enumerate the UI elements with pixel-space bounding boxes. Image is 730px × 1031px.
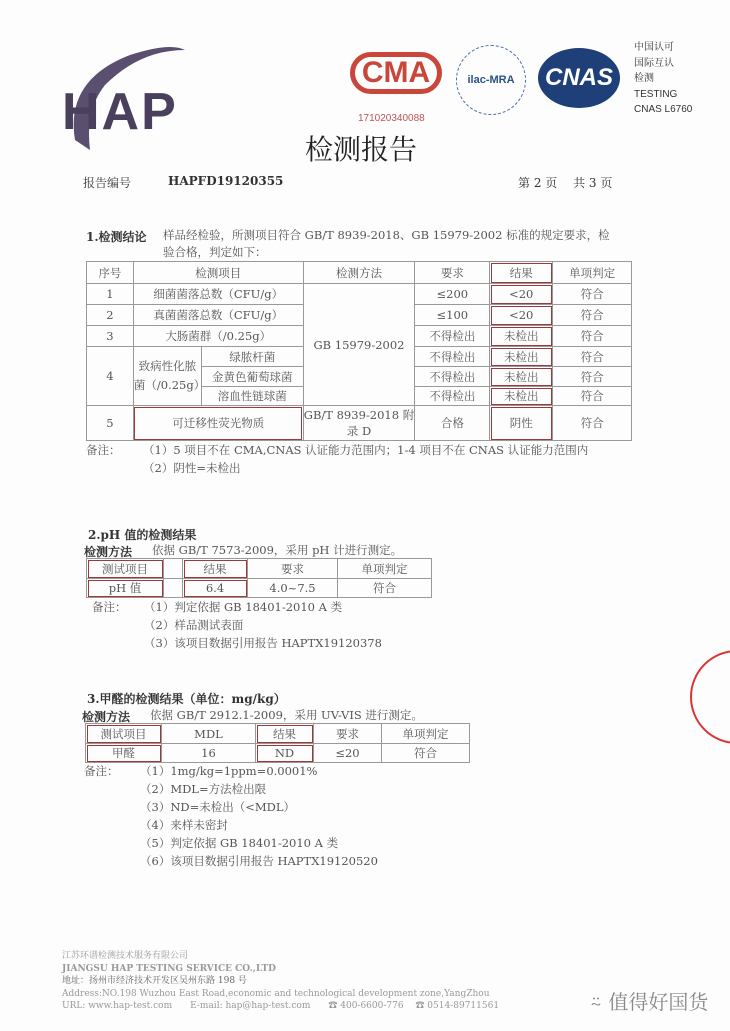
cell: 不得检出 — [415, 387, 490, 406]
footer-company-cn: 江苏环谱检测技术服务有限公司 — [62, 951, 189, 961]
report-title: 检测报告 — [305, 133, 418, 166]
cert-number: 171020340088 — [358, 113, 425, 124]
footer-address-cn: 地址：扬州市经济技术开发区吴州东路 198 号 — [62, 976, 247, 986]
cell: 不得检出 — [415, 347, 490, 367]
table-header-row — [87, 559, 432, 579]
cell: GB/T 8939-2018 附录 D — [303, 406, 415, 441]
col-header: 测试项目 — [87, 559, 164, 579]
section3-heading: 3.甲醛的检测结果（单位：mg/kg） — [87, 692, 286, 706]
cell: <20 — [490, 305, 553, 326]
cell: 4 — [87, 347, 134, 406]
table-header-row — [87, 262, 632, 284]
cell: 2 — [87, 305, 134, 326]
note: （6）该项目数据引用报告 HAPTX19120520 — [140, 854, 378, 868]
cell: 细菌菌落总数（CFU/g） — [133, 284, 303, 305]
note: （5）判定依据 GB 18401-2010 A 类 — [140, 836, 339, 850]
cell: 未检出 — [490, 387, 553, 406]
col-header: 要求 — [248, 559, 338, 579]
watermark — [590, 986, 708, 1015]
cell: 符合 — [553, 326, 632, 347]
note: （1）1mg/kg=1ppm=0.0001% — [140, 764, 318, 778]
empty-cell — [164, 579, 183, 598]
cnas-accreditation — [634, 40, 692, 118]
red-stamp-icon — [690, 650, 730, 744]
note: （1）判定依据 GB 18401-2010 A 类 — [144, 600, 343, 614]
hap-logo: HAP — [62, 83, 178, 141]
notes-label: 备注： — [84, 764, 119, 778]
conclusion-table — [86, 261, 632, 441]
cell: 符合 — [553, 367, 632, 387]
cell: 绿脓杆菌 — [201, 347, 303, 367]
col-header: 要求 — [314, 724, 382, 744]
cell: GB 15979-2002 — [303, 284, 415, 406]
cell: 符合 — [553, 305, 632, 326]
cell: 符合 — [553, 387, 632, 406]
note: （2）MDL=方法检出限 — [140, 782, 267, 796]
cnas-line: TESTING — [634, 88, 678, 100]
cell: 真菌菌落总数（CFU/g） — [133, 305, 303, 326]
method-label: 检测方法 — [82, 710, 131, 724]
cell: 致病性化脓菌（/0.25g） — [133, 347, 201, 406]
method-text: 依据 GB/T 7573-2009，采用 pH 计进行测定。 — [152, 543, 403, 557]
cma-logo: CMA — [350, 52, 442, 94]
cnas-logo: CNAS — [538, 48, 620, 108]
cell: ≤20 — [314, 744, 382, 763]
cell: 3 — [87, 326, 134, 347]
cnas-line: 国际互认 — [634, 57, 674, 69]
cell: 不得检出 — [415, 367, 490, 387]
notes-label: 备注： — [92, 600, 127, 614]
cell: 未检出 — [490, 347, 553, 367]
section1-text: 验合格，判定如下： — [163, 245, 267, 259]
table-header-row — [86, 724, 470, 744]
cell: ≤200 — [415, 284, 490, 305]
table-row — [86, 744, 470, 763]
footer-company-en: JIANGSU HAP TESTING SERVICE CO.,LTD — [62, 963, 276, 974]
note: （2）样品测试表面 — [144, 618, 244, 632]
note: （1）5 项目不在 CMA,CNAS 认证能力范围内；1-4 项目不在 CNAS 认证能力范围内 — [143, 443, 589, 457]
col-header: 单项判定 — [338, 559, 432, 579]
cell: 符合 — [382, 744, 470, 763]
footer-address-en: Address:NO.198 Wuzhou East Road,economic and technological development zone,YangZhou — [62, 988, 490, 999]
cell: 4.0~7.5 — [248, 579, 338, 598]
note: （4）来样未密封 — [140, 818, 228, 832]
cell: 符合 — [553, 284, 632, 305]
col-header: 单项判定 — [553, 262, 632, 284]
col-header: 结果 — [490, 262, 553, 284]
note: （3）该项目数据引用报告 HAPTX19120378 — [144, 636, 382, 650]
report-no: HAPFD19120355 — [168, 174, 284, 188]
formaldehyde-table — [85, 723, 470, 763]
cnas-line: CNAS L6760 — [634, 104, 693, 115]
col-header: 结果 — [256, 724, 314, 744]
cell: 5 — [87, 406, 134, 441]
cell: 阴性 — [490, 406, 553, 441]
method-text: 依据 GB/T 2912.1-2009，采用 UV-VIS 进行测定。 — [150, 708, 423, 722]
footer — [62, 950, 499, 1013]
cell: 符合 — [338, 579, 432, 598]
ilac-mra-logo: ilac-MRA — [456, 45, 526, 115]
cell: ≤100 — [415, 305, 490, 326]
cell: pH 值 — [87, 579, 164, 598]
cell: 1 — [87, 284, 134, 305]
cell: 合格 — [415, 406, 490, 441]
cell: 大肠菌群（/0.25g） — [133, 326, 303, 347]
notes-label: 备注： — [86, 443, 121, 457]
method-label: 检测方法 — [84, 545, 133, 559]
cell: 符合 — [553, 406, 632, 441]
page-info: 第 2 页 共 3 页 — [518, 176, 613, 190]
cell: 不得检出 — [415, 326, 490, 347]
cell: 可迁移性荧光物质 — [133, 406, 303, 441]
footer-contact: URL: www.hap-test.com E-mail: hap@hap-test.com ☎ 400-6600-776 ☎ 0514-89711561 — [62, 1001, 500, 1011]
cell: 16 — [162, 744, 256, 763]
col-header: 测试项目 — [86, 724, 162, 744]
col-header: MDL — [162, 724, 256, 744]
note: （3）ND=未检出（<MDL） — [140, 800, 296, 814]
report-no-label: 报告编号 — [83, 176, 132, 190]
section2-heading: 2.pH 值的检测结果 — [88, 528, 197, 542]
cell: ND — [256, 744, 314, 763]
cell: 未检出 — [490, 367, 553, 387]
wechat-icon: ⍨ — [590, 990, 609, 1014]
table-row — [87, 406, 632, 441]
col-header: 序号 — [87, 262, 134, 284]
ph-table — [86, 558, 432, 598]
cell: <20 — [490, 284, 553, 305]
cell: 甲醛 — [86, 744, 162, 763]
col-header: 单项判定 — [382, 724, 470, 744]
col-header: 检测项目 — [133, 262, 303, 284]
section1-heading: 1.检测结论 — [86, 230, 147, 244]
table-row — [87, 579, 432, 598]
cnas-line: 检测 — [634, 73, 654, 84]
cell: 金黄色葡萄球菌 — [201, 367, 303, 387]
cell: 溶血性链球菌 — [201, 387, 303, 406]
col-header: 结果 — [183, 559, 248, 579]
empty-cell — [164, 559, 183, 579]
watermark-text: 值得好国货 — [608, 990, 709, 1014]
cnas-line: 中国认可 — [634, 42, 674, 53]
cell: 未检出 — [490, 326, 553, 347]
col-header: 检测方法 — [303, 262, 415, 284]
cell: 6.4 — [183, 579, 248, 598]
cell: 符合 — [553, 347, 632, 367]
note: （2）阴性=未检出 — [143, 461, 241, 475]
table-row — [87, 284, 632, 305]
col-header: 要求 — [415, 262, 490, 284]
section1-text: 样品经检验，所测项目符合 GB/T 8939-2018、GB 15979-2002 标准的规定要求，检 — [163, 228, 610, 242]
